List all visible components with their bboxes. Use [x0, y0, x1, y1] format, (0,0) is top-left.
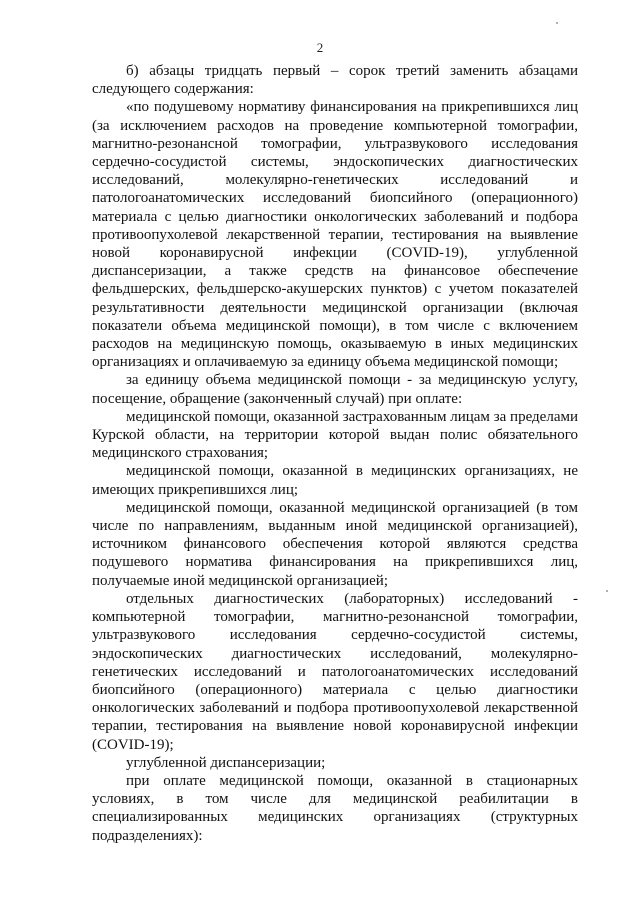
scan-speck	[556, 22, 558, 24]
paragraph-referrals: медицинской помощи, оказанной медицинской организацией (в том числе по направлениям, выданным иной медицинской организацией), источником финансового обеспечения которой являются средства подушевого норматива финансирования на прикрепившихся лиц, получаемые иной медицинской организацией;	[92, 499, 578, 589]
paragraph-unit-of-volume: за единицу объема медицинской помощи - за медицинскую услугу, посещение, обращение (законченный случай) при оплате:	[92, 372, 578, 407]
paragraph-amendment-intro: б) абзацы тридцать первый – сорок третий заменить абзацами следующего содержания:	[92, 63, 578, 98]
page-number: 2	[316, 40, 324, 55]
paragraph-diagnostic-studies: отдельных диагностических (лабораторных) исследований - компьютерной томографии, магнитно-резонансной томографии, ультразвукового исследования сердечно-сосудистой системы, эндоскопических диагностических исследований, молекулярно-генетических исследований и патологоанатомических исследований биопсийного (операционного) материала с целью диагностики онкологических заболеваний и подбора противоопухолевой лекарственной терапии, тестирования на выявление новой коронавирусной инфекции (COVID-19);	[92, 590, 578, 753]
document-body	[92, 62, 578, 845]
scan-speck	[606, 590, 608, 592]
paragraph-no-attached-persons: медицинской помощи, оказанной в медицинских организациях, не имеющих прикрепившихся лиц;	[92, 463, 578, 498]
paragraph-per-capita-standard: «по подушевому нормативу финансирования на прикрепившихся лиц (за исключением расходов на проведение компьютерной томографии, магнитно-резонансной томографии, ультразвукового исследования сердечно-сосудистой системы, эндоскопических диагностических исследований, молекулярно-генетических исследований и патологоанатомических исследований биопсийного (операционного) материала с целью диагностики онкологических заболеваний и подбора противоопухолевой лекарственной терапии, тестирования на выявление новой коронавирусной инфекции (COVID-19), углубленной диспансеризации, а также средств на финансовое обеспечение фельдшерских, фельдшерско-акушерских пунктов) с учетом показателей результативности деятельности медицинской организации (включая показатели объема медицинской помощи), в том числе с включением расходов на медицинскую помощь, оказываемую в иных медицинских организациях и оплачиваемую за единицу объема медицинской помощи;	[92, 99, 578, 371]
paragraph-outside-region: медицинской помощи, оказанной застрахованным лицам за пределами Курской области, на территории которой выдан полис обязательного медицинского страхования;	[92, 408, 578, 462]
paragraph-in-depth-screening: углубленной диспансеризации;	[126, 754, 326, 771]
paragraph-inpatient-care: при оплате медицинской помощи, оказанной в стационарных условиях, в том числе для медицинской реабилитации в специализированных медицинских организациях (структурных подразделениях):	[92, 772, 578, 844]
